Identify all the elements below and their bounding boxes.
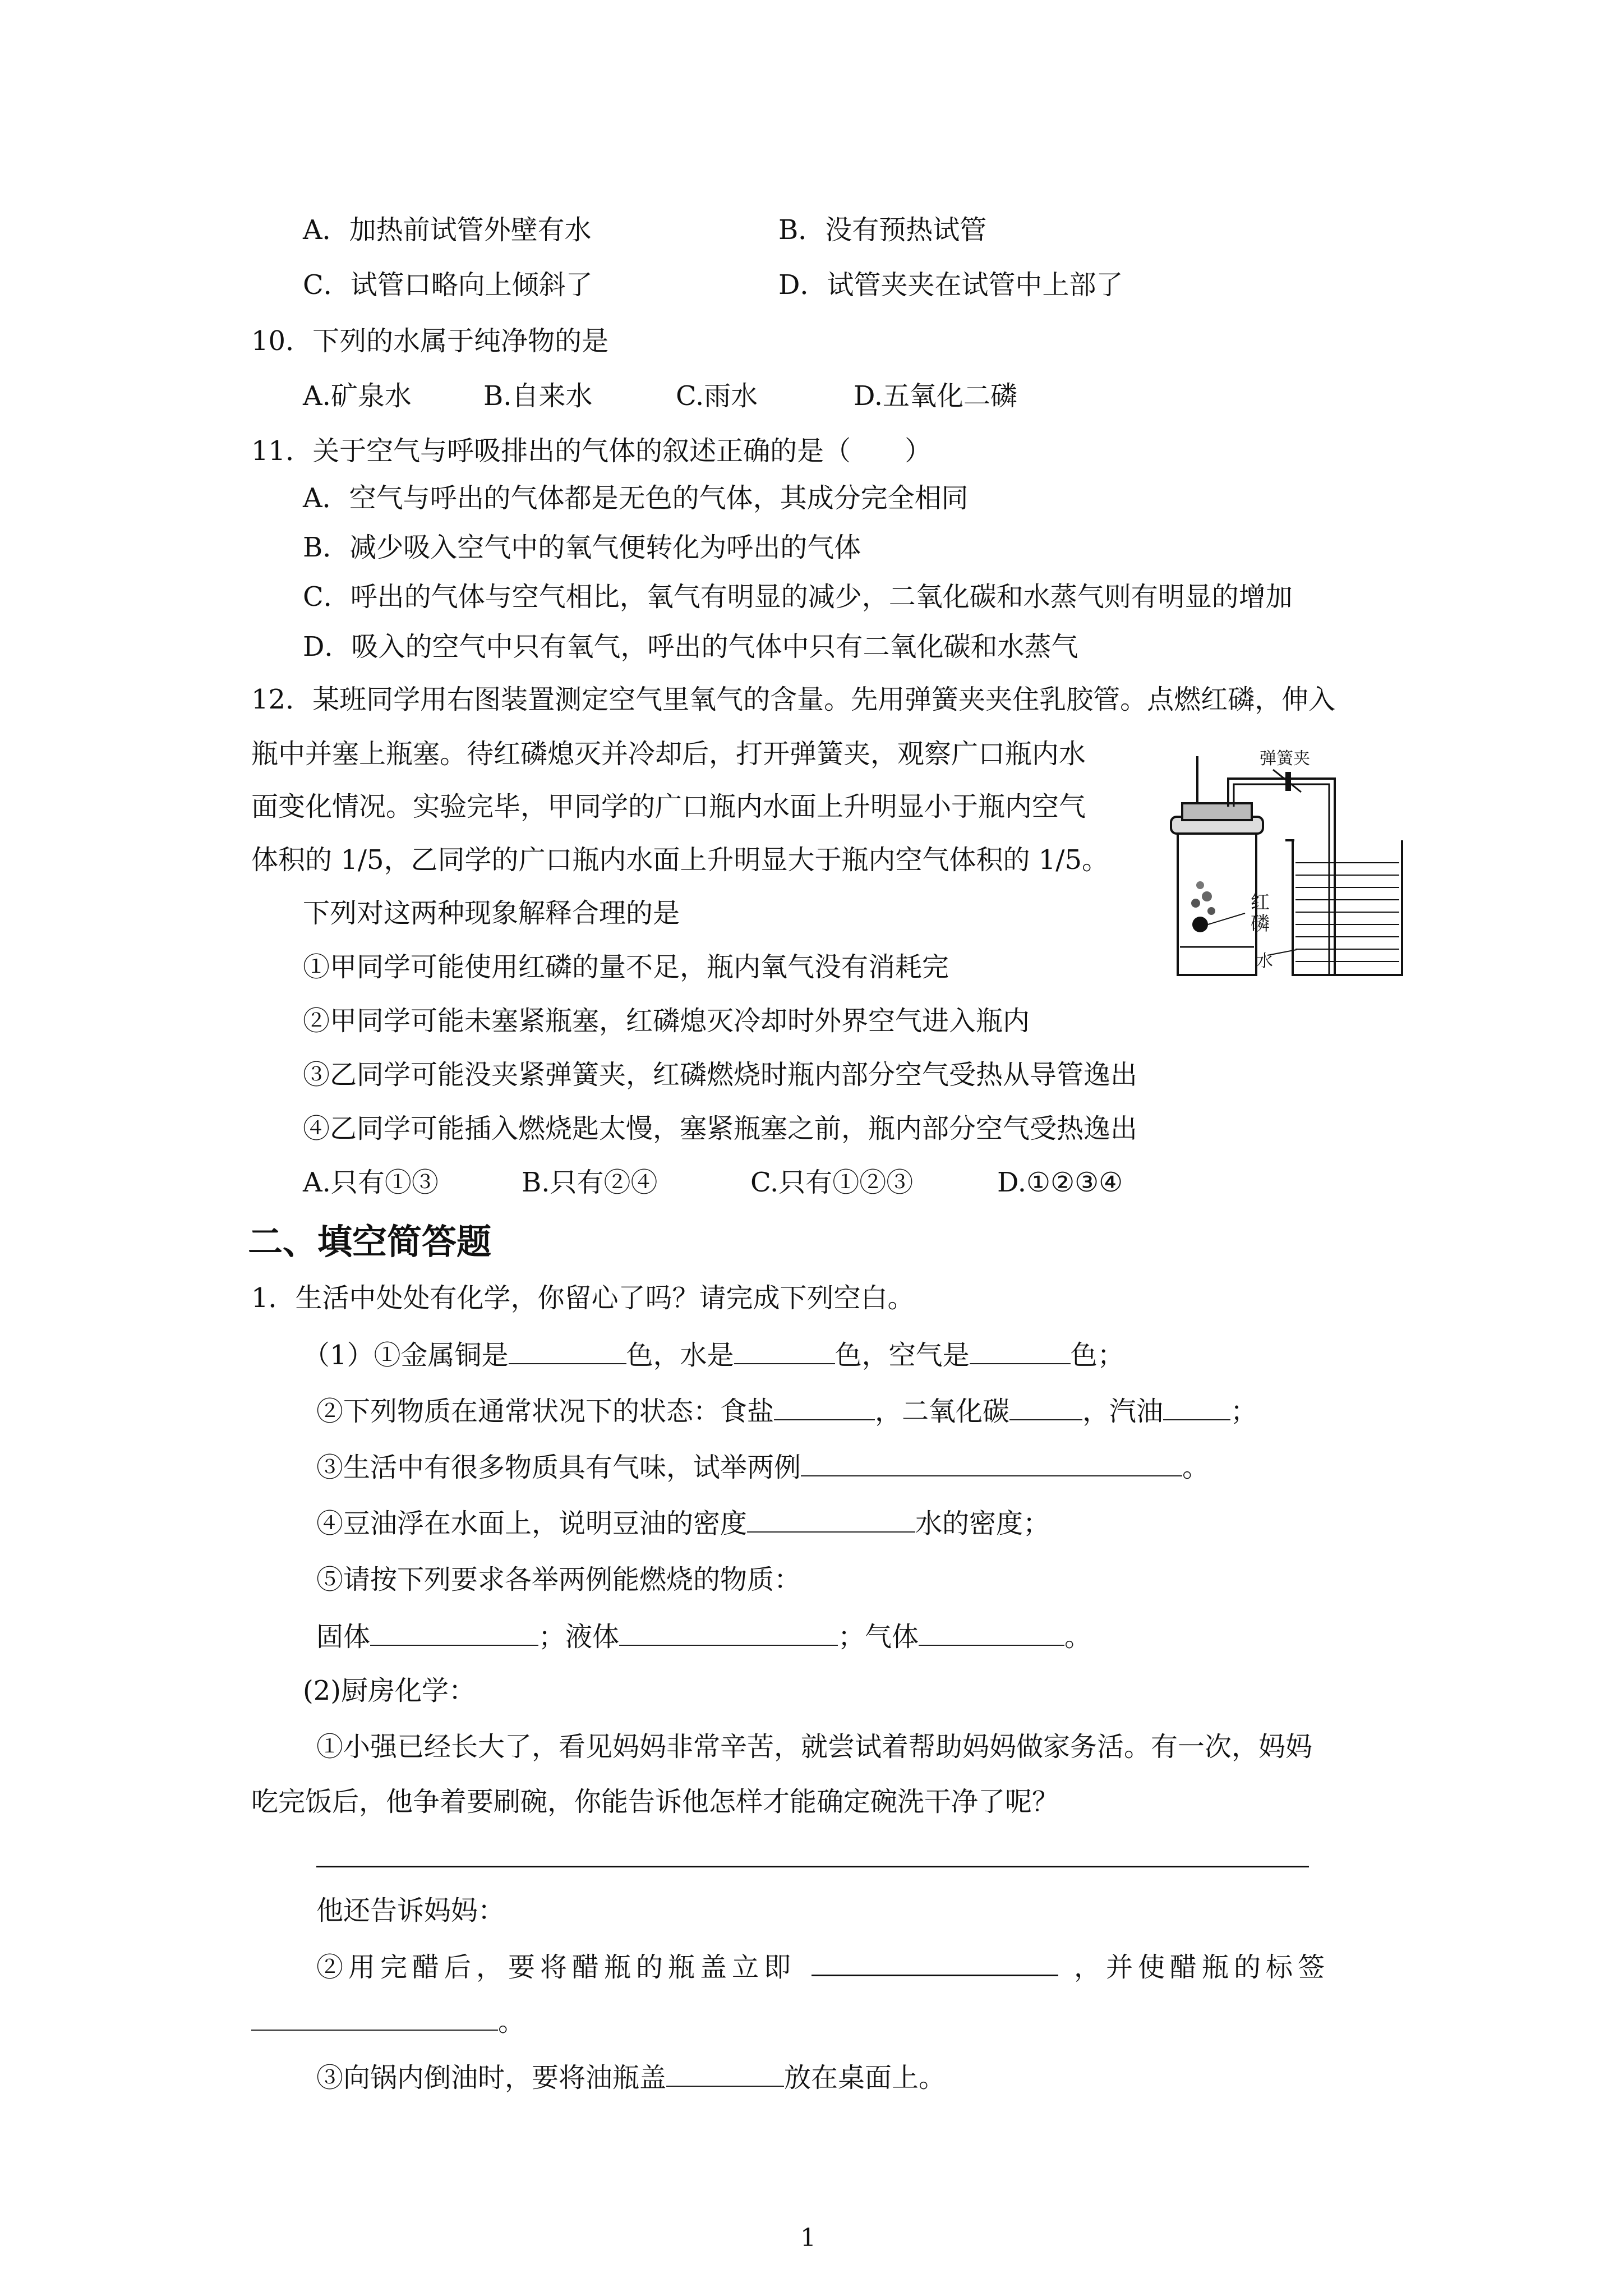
kitchen-heading: (2)厨房化学： bbox=[303, 1675, 476, 1706]
text: 色； bbox=[1070, 1340, 1124, 1371]
text: ，二氧化碳 bbox=[875, 1396, 1010, 1427]
q9-option-a: A．加热前试管外壁有水 bbox=[303, 214, 592, 246]
kitchen-q3 bbox=[316, 2060, 946, 2095]
kitchen-tell: 他还告诉妈妈： bbox=[316, 1895, 505, 1926]
section-2-title: 二、填空简答题 bbox=[248, 1221, 492, 1262]
q11-option-c: C．呼出的气体与空气相比，氧气有明显的减少，二氧化碳和水蒸气则有明显的增加 bbox=[303, 581, 1293, 613]
fill1-stem: 1．生活中处处有化学，你留心了吗？请完成下列空白。 bbox=[251, 1282, 915, 1314]
q12-statement-3: ③乙同学可能没夹紧弹簧夹，红磷燃烧时瓶内部分空气受热从导管逸出 bbox=[303, 1059, 1138, 1091]
q12-line-2: 瓶中并塞上瓶塞。待红磷熄灭并冷却后，打开弹簧夹，观察广口瓶内水 bbox=[251, 738, 1086, 770]
q10-option-a: A.矿泉水 bbox=[303, 380, 412, 412]
text: 色，空气是 bbox=[834, 1340, 970, 1371]
q9-option-d: D．试管夹夹在试管中上部了 bbox=[778, 269, 1123, 301]
answer-line[interactable] bbox=[316, 1866, 1309, 1867]
text: ；液体 bbox=[538, 1621, 620, 1653]
smoke-puff bbox=[1196, 881, 1204, 889]
q12-statement-1: ①甲同学可能使用红磷的量不足，瓶内氧气没有消耗完 bbox=[303, 951, 949, 983]
fill1-part1-line5: ⑤请按下列要求各举两例能燃烧的物质： bbox=[316, 1564, 801, 1595]
q11-option-a: A．空气与呼出的气体都是无色的气体，其成分完全相同 bbox=[303, 482, 969, 514]
fill1-part1-line2 bbox=[316, 1393, 1257, 1428]
stopper bbox=[1182, 803, 1252, 820]
smoke-puff bbox=[1202, 891, 1212, 901]
answer-blank[interactable] bbox=[734, 1337, 835, 1364]
red-phosphorus bbox=[1192, 917, 1208, 932]
q9-option-c: C．试管口略向上倾斜了 bbox=[303, 269, 593, 301]
answer-blank[interactable] bbox=[1163, 1393, 1230, 1420]
q10-option-d: D.五氧化二磷 bbox=[854, 380, 1018, 412]
answer-blank[interactable] bbox=[509, 1337, 626, 1364]
answer-blank[interactable] bbox=[251, 2004, 498, 2031]
kitchen-q2-line2 bbox=[251, 2004, 525, 2039]
answer-blank[interactable] bbox=[919, 1619, 1064, 1646]
text: ，并使醋瓶的标签 bbox=[1074, 1952, 1330, 1983]
answer-blank[interactable] bbox=[774, 1393, 875, 1420]
text: 固体 bbox=[316, 1621, 371, 1653]
q12-line-4: 体积的 1/5，乙同学的广口瓶内水面上升明显大于瓶内空气体积的 1/5。 bbox=[251, 844, 1109, 876]
label-phosphorus: 磷 bbox=[1251, 913, 1270, 935]
answer-blank[interactable] bbox=[747, 1506, 915, 1533]
answer-blank[interactable] bbox=[801, 1450, 1182, 1476]
fill1-part1-line3 bbox=[316, 1450, 1209, 1484]
q12-line-1: 12．某班同学用右图装置测定空气里氧气的含量。先用弹簧夹夹住乳胶管。点燃红磷，伸入 bbox=[251, 684, 1336, 715]
smoke-puff bbox=[1191, 899, 1200, 908]
text: 。 bbox=[1182, 1452, 1210, 1483]
q12-line-3: 面变化情况。实验完毕，甲同学的广口瓶内水面上升明显小于瓶内空气 bbox=[251, 791, 1086, 822]
text: ③生活中有很多物质具有气味，试举两例 bbox=[316, 1452, 801, 1483]
text: ； bbox=[1230, 1396, 1258, 1427]
kitchen-q2-line1 bbox=[316, 1949, 1330, 1984]
text: ②用完醋后，要将醋瓶的瓶盖立即 bbox=[316, 1952, 796, 1983]
answer-blank[interactable] bbox=[1009, 1393, 1082, 1420]
label-red: 红 bbox=[1251, 891, 1270, 914]
smoke-puff bbox=[1207, 907, 1215, 915]
beaker-water bbox=[1295, 863, 1399, 961]
text: ，汽油 bbox=[1082, 1396, 1164, 1427]
q10-stem: 10．下列的水属于纯净物的是 bbox=[251, 325, 609, 357]
text: ；气体 bbox=[838, 1621, 919, 1653]
text: ②下列物质在通常状况下的状态：食盐 bbox=[316, 1396, 774, 1427]
answer-blank[interactable] bbox=[619, 1619, 838, 1646]
q12-line-5: 下列对这两种现象解释合理的是 bbox=[303, 898, 680, 929]
answer-blank[interactable] bbox=[370, 1619, 538, 1646]
text: ④豆油浮在水面上，说明豆油的密度 bbox=[316, 1508, 748, 1539]
q12-option-a: A.只有①③ bbox=[303, 1167, 439, 1198]
q12-option-b: B.只有②④ bbox=[522, 1167, 658, 1198]
q11-stem: 11．关于空气与呼吸排出的气体的叙述正确的是（ ） bbox=[251, 435, 932, 467]
text: ③向锅内倒油时，要将油瓶盖 bbox=[316, 2062, 667, 2093]
fill1-part1-line4 bbox=[316, 1506, 1050, 1540]
wide-mouth-bottle bbox=[1178, 829, 1256, 975]
answer-blank[interactable] bbox=[970, 1337, 1071, 1364]
beaker bbox=[1293, 840, 1402, 975]
label-spring-clamp: 弹簧夹 bbox=[1260, 749, 1310, 769]
text: 水的密度； bbox=[915, 1508, 1050, 1539]
q11-option-b: B．减少吸入空气中的氧气便转化为呼出的气体 bbox=[303, 532, 861, 563]
fill1-part1-line1 bbox=[303, 1337, 1124, 1372]
q9-option-b: B．没有预热试管 bbox=[778, 214, 987, 246]
page-number: 1 bbox=[800, 2224, 816, 2252]
text: 。 bbox=[498, 2006, 525, 2037]
fill1-part1-line6 bbox=[316, 1619, 1091, 1654]
kitchen-q1-line1: ①小强已经长大了，看见妈妈非常辛苦，就尝试着帮助妈妈做家务活。有一次，妈妈 bbox=[316, 1731, 1313, 1763]
answer-blank[interactable] bbox=[811, 1949, 1058, 1976]
text: 放在桌面上。 bbox=[784, 2062, 946, 2093]
q10-option-b: B.自来水 bbox=[483, 380, 593, 412]
text: 。 bbox=[1064, 1621, 1092, 1653]
text: （1）①金属铜是 bbox=[303, 1340, 509, 1371]
answer-blank[interactable] bbox=[666, 2060, 784, 2087]
q12-statement-2: ②甲同学可能未塞紧瓶塞，红磷熄灭冷却时外界空气进入瓶内 bbox=[303, 1005, 1030, 1037]
text: 色，水是 bbox=[626, 1340, 734, 1371]
q12-statement-4: ④乙同学可能插入燃烧匙太慢，塞紧瓶塞之前，瓶内部分空气受热逸出 bbox=[303, 1113, 1138, 1144]
q10-option-c: C.雨水 bbox=[676, 380, 758, 412]
apparatus-figure bbox=[1155, 745, 1419, 986]
q11-option-d: D．吸入的空气中只有氧气，呼出的气体中只有二氧化碳和水蒸气 bbox=[303, 631, 1078, 662]
q12-option-d: D.①②③④ bbox=[997, 1167, 1123, 1198]
q12-option-c: C.只有①②③ bbox=[750, 1167, 914, 1198]
label-water: 水 bbox=[1256, 951, 1273, 971]
kitchen-q1-line2: 吃完饭后，他争着要刷碗，你能告诉他怎样才能确定碗洗干净了呢？ bbox=[251, 1786, 1059, 1818]
